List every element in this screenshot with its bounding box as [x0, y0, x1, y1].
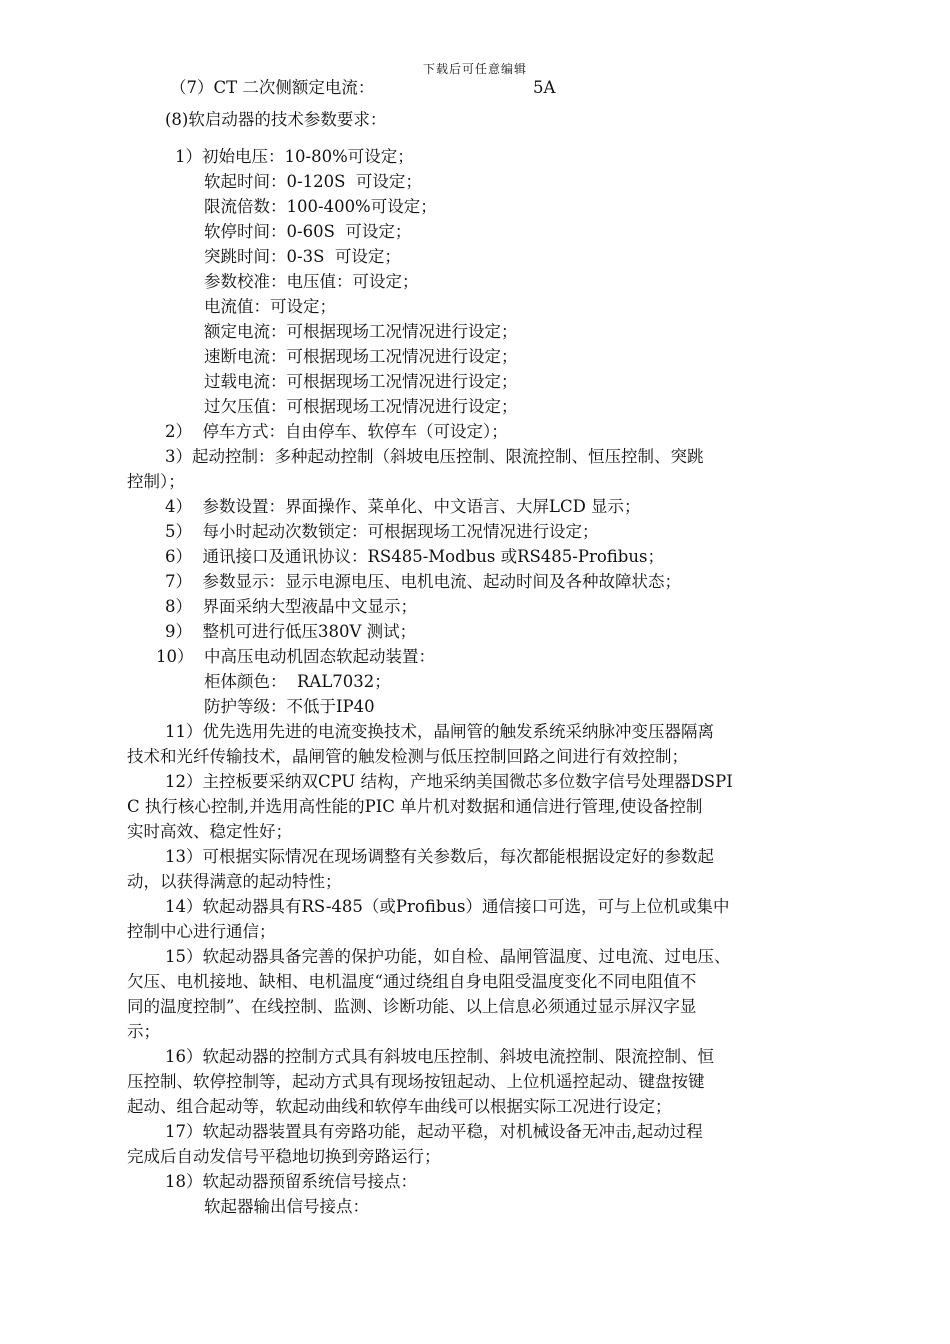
- paragraph-15: 15）软起动器具备完善的保护功能，如自检、晶闸管温度、过电流、过电压、: [165, 947, 731, 966]
- paragraph-15-cont: 同的温度控制”、在线控制、监测、诊断功能、以上信息必须通过显示屏汉字显: [127, 997, 697, 1016]
- list-item-4: 4） 参数设置：界面操作、菜单化、中文语言、大屏LCD 显示；: [165, 497, 641, 516]
- paragraph-18-sub: 软起器输出信号接点：: [204, 1197, 369, 1216]
- paragraph-15-cont: 欠压、电机接地、缺相、电机温度“通过绕组自身电阻受温度变化不同电阻值不: [127, 972, 697, 991]
- paragraph-13: 13）可根据实际情况在现场调整有关参数后，每次都能根据设定好的参数起: [165, 847, 714, 866]
- paragraph-14: 14）软起动器具有RS-485（或Profibus）通信接口可选，可与上位机或集中: [165, 897, 730, 916]
- list-subitem: 软停时间：0-60S 可设定；: [204, 222, 412, 241]
- paragraph-12-cont: 实时高效、稳定性好；: [127, 822, 292, 841]
- section-heading: (8)软启动器的技术参数要求：: [165, 110, 387, 129]
- list-subitem: 参数校准：电压值：可设定；: [204, 272, 419, 291]
- list-subitem: 限流倍数：100-400%可设定；: [204, 197, 437, 216]
- paragraph-16-cont: 起动、组合起动等，软起动曲线和软停车曲线可以根据实际工况进行设定；: [127, 1097, 672, 1116]
- list-item-3: 3）起动控制：多种起动控制（斜坡电压控制、限流控制、恒压控制、突跳: [165, 447, 704, 466]
- paragraph-17: 17）软起动器装置具有旁路功能，起动平稳，对机械设备无冲击,起动过程: [165, 1122, 703, 1141]
- paragraph-16-cont: 压控制、软停控制等，起动方式具有现场按钮起动、上位机遥控起动、键盘按键: [127, 1072, 705, 1091]
- ct-rated-current-value: 5A: [533, 78, 556, 97]
- list-item-7: 7） 参数显示：显示电源电压、电机电流、起动时间及各种故障状态；: [165, 572, 681, 591]
- list-subitem: 防护等级：不低于IP40: [204, 697, 375, 716]
- paragraph-11: 11）优先选用先进的电流变换技术，晶闸管的触发系统采纳脉冲变压器隔离: [165, 722, 714, 741]
- list-item-2: 2） 停车方式：自由停车、软停车（可设定）；: [165, 422, 508, 441]
- paragraph-15-cont: 示；: [127, 1022, 160, 1041]
- list-item-10: 10） 中高压电动机固态软起动装置：: [156, 647, 435, 666]
- page-header-note: 下载后可任意编辑: [422, 62, 527, 76]
- list-subitem: 电流值：可设定；: [204, 297, 336, 316]
- paragraph-14-cont: 控制中心进行通信；: [127, 922, 276, 941]
- paragraph-17-cont: 完成后自动发信号平稳地切换到旁路运行；: [127, 1147, 441, 1166]
- list-subitem: 额定电流：可根据现场工况情况进行设定；: [204, 322, 518, 341]
- list-subitem: 突跳时间：0-3S 可设定；: [204, 247, 401, 266]
- list-subitem: 软起时间：0-120S 可设定；: [204, 172, 422, 191]
- list-item-6: 6） 通讯接口及通讯协议：RS485-Modbus 或RS485-Profibus；: [165, 547, 664, 566]
- list-subitem: 过载电流：可根据现场工况情况进行设定；: [204, 372, 518, 391]
- paragraph-11-cont: 技术和光纤传输技术，晶闸管的触发检测与低压控制回路之间进行有效控制；: [127, 747, 688, 766]
- list-item-8: 8） 界面采纳大型液晶中文显示；: [165, 597, 417, 616]
- list-item-3-cont: 控制）；: [127, 472, 185, 491]
- ct-rated-current-label: （7）CT 二次侧额定电流：: [170, 78, 375, 97]
- list-subitem: 柜体颜色： RAL7032；: [204, 672, 391, 691]
- list-item-9: 9） 整机可进行低压380V 测试；: [165, 622, 417, 641]
- paragraph-13-cont: 动，以获得满意的起动特性；: [127, 872, 342, 891]
- paragraph-12-cont: C 执行核心控制,并选用高性能的PIC 单片机对数据和通信进行管理,使设备控制: [127, 797, 703, 816]
- list-item-1: 1）初始电压：10-80%可设定；: [175, 147, 414, 166]
- paragraph-12: 12）主控板要采纳双CPU 结构，产地采纳美国微芯多位数字信号处理器DSPI: [165, 772, 733, 791]
- list-item-5: 5） 每小时起动次数锁定：可根据现场工况情况进行设定；: [165, 522, 599, 541]
- paragraph-18: 18）软起动器预留系统信号接点：: [165, 1172, 417, 1191]
- paragraph-16: 16）软起动器的控制方式具有斜坡电压控制、斜坡电流控制、限流控制、恒: [165, 1047, 714, 1066]
- list-subitem: 过欠压值：可根据现场工况情况进行设定；: [204, 397, 518, 416]
- list-subitem: 速断电流：可根据现场工况情况进行设定；: [204, 347, 518, 366]
